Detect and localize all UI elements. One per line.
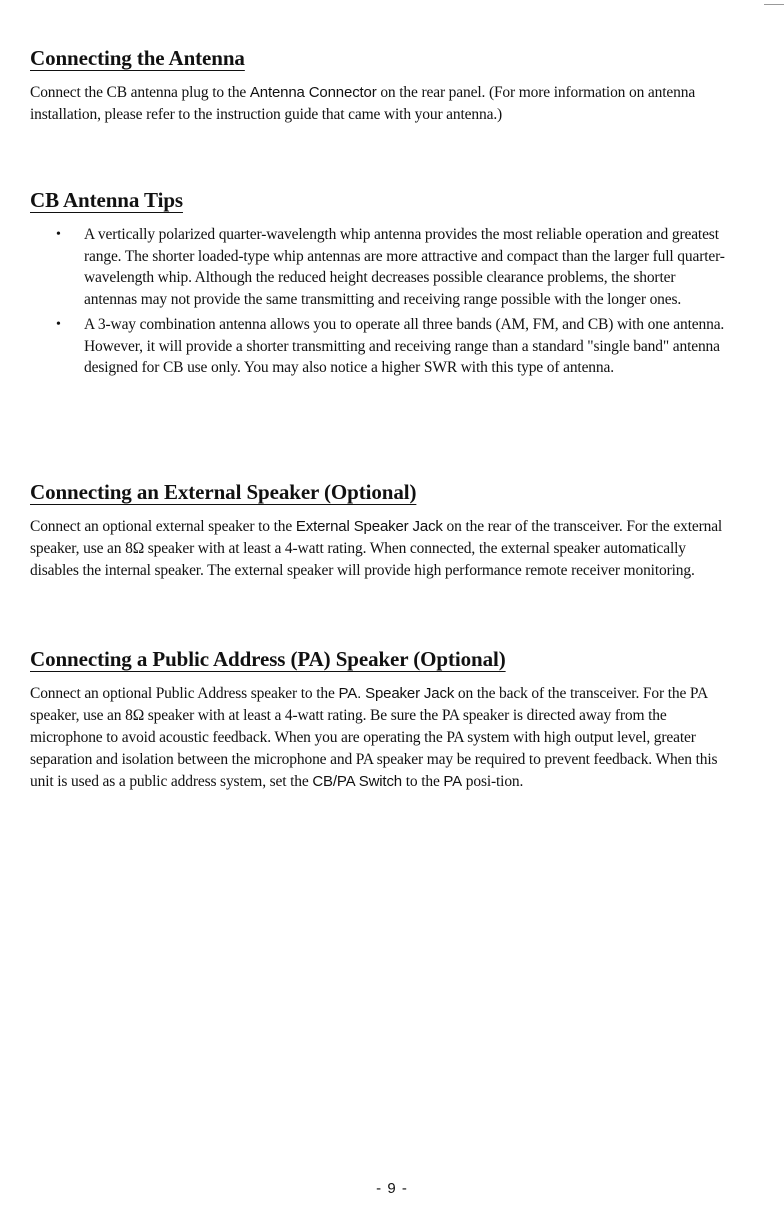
body-text: Connect an optional Public Address speaker to the [30, 685, 339, 702]
page-number: - 9 - [376, 1180, 408, 1197]
section-heading-pa-speaker: Connecting a Public Address (PA) Speaker (Optional) [30, 647, 506, 671]
section-body-connecting-antenna [30, 82, 730, 126]
body-text: on the rear of the transceiver. For the external speaker, use an 8Ω speaker with at least a 4-watt rating. When connected, the external speaker automatically disables the internal speaker. The external speaker will provide high performance remote receiver monitoring. [30, 518, 723, 579]
section-heading-cb-antenna-tips: CB Antenna Tips [30, 188, 183, 212]
tips-list-item [30, 224, 730, 310]
section-heading-connecting-antenna: Connecting the Antenna [30, 46, 245, 70]
tips-list-item [30, 314, 730, 379]
section-pa-speaker [30, 645, 730, 793]
body-text: Connect an optional external speaker to the [30, 518, 296, 535]
section-body-pa-speaker [30, 683, 730, 793]
term-pa-speaker-jack: PA. Speaker Jack [338, 685, 455, 702]
section-body-external-speaker [30, 516, 730, 582]
term-pa-position: PA [443, 773, 463, 790]
section-cb-antenna-tips [30, 186, 730, 383]
term-antenna-connector: Antenna Connector [249, 84, 377, 101]
body-text: Connect the CB antenna plug to the [30, 84, 250, 101]
tips-list [30, 224, 730, 379]
body-text: on the rear panel. (For more information on antenna installation, please refer to the instruction guide that came with your antenna.) [30, 84, 696, 123]
section-heading-external-speaker: Connecting an External Speaker (Optional) [30, 480, 417, 504]
body-text: posi-tion. [462, 773, 524, 790]
body-text: on the back of the transceiver. For the PA speaker, use an 8Ω speaker with at least a 4-watt rating. Be sure the PA speaker is directed away from the microphone to avoid acoustic feedback. When you are operating the PA system with high output level, greater separation and isolation between the microphone and PA speaker may be required to prevent feedback. When this unit is used as a public address system, set the [30, 685, 718, 790]
section-connecting-antenna [30, 44, 730, 126]
tip-text: A 3-way combination antenna allows you to operate all three bands (AM, FM, and CB) with one antenna. However, it will provide a shorter transmitting and receiving range than a standard "single band" antenna designed for CB use only. You may also notice a higher SWR with this type of antenna. [84, 316, 725, 376]
tip-text: A vertically polarized quarter-wavelength whip antenna provides the most reliable operation and greatest range. The shorter loaded-type whip antennas are more attractive and compact than the larger full quarter-wavelength whip. Although the reduced height decreases possible clearance problems, the shorter antennas may not provide the same transmitting and receiving range possible with the longer ones. [84, 226, 725, 308]
body-text: to the [402, 773, 444, 790]
section-external-speaker [30, 478, 730, 582]
page-edge-mark [764, 4, 784, 5]
bullet-icon: • [56, 227, 61, 242]
term-cb-pa-switch: CB/PA Switch [312, 773, 402, 790]
term-external-speaker-jack: External Speaker Jack [295, 518, 443, 535]
bullet-icon: • [56, 317, 61, 332]
